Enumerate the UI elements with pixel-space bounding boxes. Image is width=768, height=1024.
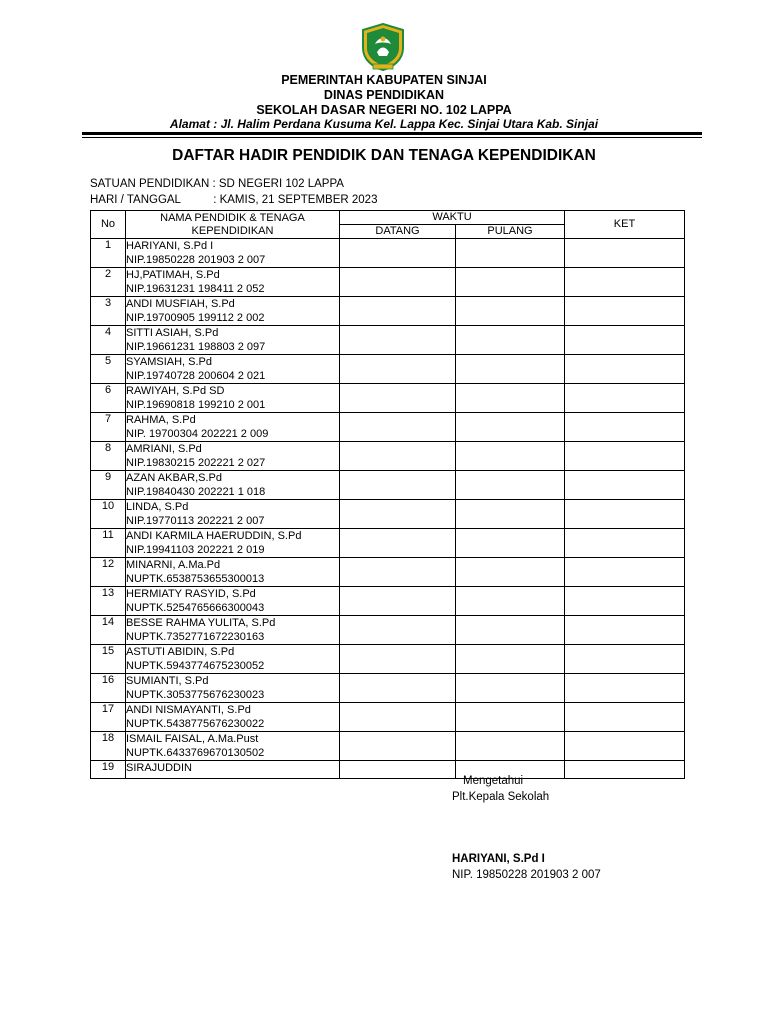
staff-id: NUPTK.6433769670130502 xyxy=(126,747,265,759)
row-name-cell xyxy=(126,326,340,355)
datang-cell xyxy=(340,558,456,587)
staff-id: NUPTK.7352771672230163 xyxy=(126,631,265,643)
sign-acknowledged: Mengetahui xyxy=(463,775,524,787)
row-name-cell xyxy=(126,703,340,732)
ket-cell xyxy=(565,616,685,645)
row-name-cell xyxy=(126,529,340,558)
ket-cell xyxy=(565,384,685,413)
ket-cell xyxy=(565,326,685,355)
row-number: 8 xyxy=(91,442,126,471)
row-number: 17 xyxy=(91,703,126,732)
staff-id: NIP.19700905 199112 2 002 xyxy=(126,312,265,324)
datang-cell xyxy=(340,442,456,471)
row-number: 19 xyxy=(91,761,126,779)
pulang-cell xyxy=(456,384,565,413)
row-number: 2 xyxy=(91,268,126,297)
row-number: 7 xyxy=(91,413,126,442)
sign-name: HARIYANI, S.Pd I xyxy=(452,853,545,865)
meta-hari xyxy=(90,194,377,206)
staff-id: NIP.19941103 202221 2 019 xyxy=(126,544,265,556)
row-number: 14 xyxy=(91,616,126,645)
ket-cell xyxy=(565,558,685,587)
ket-cell xyxy=(565,297,685,326)
pulang-cell xyxy=(456,616,565,645)
row-name-cell xyxy=(126,268,340,297)
row-name-cell xyxy=(126,442,340,471)
table-row xyxy=(91,558,685,587)
staff-id: NIP.19661231 198803 2 097 xyxy=(126,341,266,353)
table-row xyxy=(91,471,685,500)
staff-id: NIP.19740728 200604 2 021 xyxy=(126,370,266,382)
header-no: No xyxy=(91,211,126,239)
staff-id: NIP.19850228 201903 2 007 xyxy=(126,254,266,266)
ket-cell xyxy=(565,500,685,529)
staff-id: NUPTK.5254765666300043 xyxy=(126,602,265,614)
staff-name: MINARNI, A.Ma.Pd xyxy=(126,559,221,571)
staff-id: NIP.19770113 202221 2 007 xyxy=(126,515,265,527)
meta-satuan-label: SATUAN PENDIDIKAN xyxy=(90,178,210,190)
ket-cell xyxy=(565,471,685,500)
table-row xyxy=(91,384,685,413)
ket-cell xyxy=(565,268,685,297)
row-name-cell xyxy=(126,587,340,616)
row-name-cell xyxy=(126,761,340,779)
staff-name: SIRAJUDDIN xyxy=(126,762,193,774)
kop-line-department: DINAS PENDIDIKAN xyxy=(323,88,445,102)
kop-address: Alamat : Jl. Halim Perdana Kusuma Kel. Lappa Kec. Sinjai Utara Kab. Sinjai xyxy=(169,117,599,131)
coat-of-arms-logo xyxy=(357,22,409,72)
datang-cell xyxy=(340,413,456,442)
ket-cell xyxy=(565,442,685,471)
table-row xyxy=(91,674,685,703)
sign-role: Plt.Kepala Sekolah xyxy=(452,791,550,803)
attendance-table xyxy=(90,210,685,779)
row-name-cell xyxy=(126,500,340,529)
table-row xyxy=(91,239,685,268)
pulang-cell xyxy=(456,471,565,500)
row-number: 10 xyxy=(91,500,126,529)
staff-name: AMRIANI, S.Pd xyxy=(126,443,202,455)
staff-id: NUPTK.3053775676230023 xyxy=(126,689,265,701)
document-title: DAFTAR HADIR PENDIDIK DAN TENAGA KEPENDIDIKAN xyxy=(172,147,596,164)
header-name xyxy=(126,211,340,239)
kop-line-school: SEKOLAH DASAR NEGERI NO. 102 LAPPA xyxy=(256,103,512,117)
pulang-cell xyxy=(456,587,565,616)
staff-id: NIP. 19700304 202221 2 009 xyxy=(126,428,269,440)
pulang-cell xyxy=(456,500,565,529)
datang-cell xyxy=(340,326,456,355)
pulang-cell xyxy=(456,732,565,761)
row-number: 3 xyxy=(91,297,126,326)
staff-name: HJ,PATIMAH, S.Pd xyxy=(126,269,220,281)
ket-cell xyxy=(565,732,685,761)
pulang-cell xyxy=(456,558,565,587)
staff-name: ASTUTI ABIDIN, S.Pd xyxy=(126,646,235,658)
pulang-cell xyxy=(456,674,565,703)
staff-id: NIP.19631231 198411 2 052 xyxy=(126,283,265,295)
header-datang: DATANG xyxy=(340,225,456,239)
pulang-cell xyxy=(456,297,565,326)
staff-name: ISMAIL FAISAL, A.Ma.Pust xyxy=(126,733,259,745)
ket-cell xyxy=(565,674,685,703)
datang-cell xyxy=(340,732,456,761)
table-row xyxy=(91,355,685,384)
staff-id: NIP.19840430 202221 1 018 xyxy=(126,486,266,498)
staff-name: SYAMSIAH, S.Pd xyxy=(126,356,212,368)
row-name-cell xyxy=(126,558,340,587)
row-number: 1 xyxy=(91,239,126,268)
datang-cell xyxy=(340,587,456,616)
staff-name: HARIYANI, S.Pd I xyxy=(126,240,214,252)
pulang-cell xyxy=(456,413,565,442)
meta-satuan-value: : SD NEGERI 102 LAPPA xyxy=(212,178,344,190)
staff-name: RAWIYAH, S.Pd SD xyxy=(126,385,225,397)
datang-cell xyxy=(340,355,456,384)
datang-cell xyxy=(340,471,456,500)
datang-cell xyxy=(340,761,456,779)
staff-name: ANDI MUSFIAH, S.Pd xyxy=(126,298,235,310)
header-name-line2: KEPENDIDIKAN xyxy=(191,224,274,237)
ket-cell xyxy=(565,239,685,268)
table-row xyxy=(91,732,685,761)
datang-cell xyxy=(340,384,456,413)
staff-name: BESSE RAHMA YULITA, S.Pd xyxy=(126,617,276,629)
datang-cell xyxy=(340,616,456,645)
row-number: 15 xyxy=(91,645,126,674)
datang-cell xyxy=(340,645,456,674)
row-name-cell xyxy=(126,239,340,268)
row-number: 16 xyxy=(91,674,126,703)
datang-cell xyxy=(340,703,456,732)
pulang-cell xyxy=(456,703,565,732)
staff-name: SUMIANTI, S.Pd xyxy=(126,675,209,687)
row-name-cell xyxy=(126,645,340,674)
row-name-cell xyxy=(126,732,340,761)
ket-cell xyxy=(565,703,685,732)
pulang-cell xyxy=(456,645,565,674)
row-name-cell xyxy=(126,471,340,500)
row-number: 4 xyxy=(91,326,126,355)
header-name-line1: NAMA PENDIDIK & TENAGA xyxy=(160,211,305,224)
ket-cell xyxy=(565,645,685,674)
ket-cell xyxy=(565,761,685,779)
ket-cell xyxy=(565,413,685,442)
ket-cell xyxy=(565,529,685,558)
header-pulang: PULANG xyxy=(456,225,565,239)
pulang-cell xyxy=(456,529,565,558)
staff-name: AZAN AKBAR,S.Pd xyxy=(126,472,222,484)
meta-satuan xyxy=(90,178,344,190)
row-name-cell xyxy=(126,413,340,442)
staff-name: SITTI ASIAH, S.Pd xyxy=(126,327,219,339)
table-row xyxy=(91,587,685,616)
row-number: 5 xyxy=(91,355,126,384)
table-row xyxy=(91,645,685,674)
meta-hari-value: : KAMIS, 21 SEPTEMBER 2023 xyxy=(213,194,378,206)
letterhead-divider-thin xyxy=(82,137,702,138)
table-row xyxy=(91,326,685,355)
pulang-cell xyxy=(456,355,565,384)
meta-hari-label: HARI / TANGGAL xyxy=(90,194,181,206)
pulang-cell xyxy=(456,268,565,297)
datang-cell xyxy=(340,500,456,529)
row-number: 11 xyxy=(91,529,126,558)
staff-id: NUPTK.5943774675230052 xyxy=(126,660,265,672)
pulang-cell xyxy=(456,326,565,355)
datang-cell xyxy=(340,268,456,297)
row-name-cell xyxy=(126,355,340,384)
row-name-cell xyxy=(126,297,340,326)
staff-name: ANDI NISMAYANTI, S.Pd xyxy=(126,704,251,716)
ket-cell xyxy=(565,587,685,616)
row-number: 18 xyxy=(91,732,126,761)
datang-cell xyxy=(340,239,456,268)
datang-cell xyxy=(340,529,456,558)
header-ket: KET xyxy=(565,211,685,239)
staff-id: NUPTK.6538753655300013 xyxy=(126,573,265,585)
row-name-cell xyxy=(126,384,340,413)
kop-line-government: PEMERINTAH KABUPATEN SINJAI xyxy=(281,73,487,87)
row-number: 13 xyxy=(91,587,126,616)
datang-cell xyxy=(340,297,456,326)
table-row xyxy=(91,616,685,645)
table-row xyxy=(91,703,685,732)
table-row xyxy=(91,529,685,558)
staff-id: NIP.19690818 199210 2 001 xyxy=(126,399,266,411)
table-row xyxy=(91,297,685,326)
staff-name: LINDA, S.Pd xyxy=(126,501,189,513)
sign-nip: NIP. 19850228 201903 2 007 xyxy=(452,869,601,881)
pulang-cell xyxy=(456,239,565,268)
table-row xyxy=(91,500,685,529)
pulang-cell xyxy=(456,442,565,471)
table-row xyxy=(91,268,685,297)
staff-name: HERMIATY RASYID, S.Pd xyxy=(126,588,256,600)
row-number: 9 xyxy=(91,471,126,500)
row-name-cell xyxy=(126,616,340,645)
datang-cell xyxy=(340,674,456,703)
staff-id: NUPTK.5438775676230022 xyxy=(126,718,265,730)
ket-cell xyxy=(565,355,685,384)
staff-name: RAHMA, S.Pd xyxy=(126,414,196,426)
table-row xyxy=(91,413,685,442)
row-name-cell xyxy=(126,674,340,703)
staff-id: NIP.19830215 202221 2 027 xyxy=(126,457,266,469)
table-row xyxy=(91,442,685,471)
staff-name: ANDI KARMILA HAERUDDIN, S.Pd xyxy=(126,530,302,542)
row-number: 6 xyxy=(91,384,126,413)
table-row xyxy=(91,761,685,779)
header-waktu: WAKTU xyxy=(340,211,565,225)
letterhead-divider xyxy=(82,132,702,135)
row-number: 12 xyxy=(91,558,126,587)
